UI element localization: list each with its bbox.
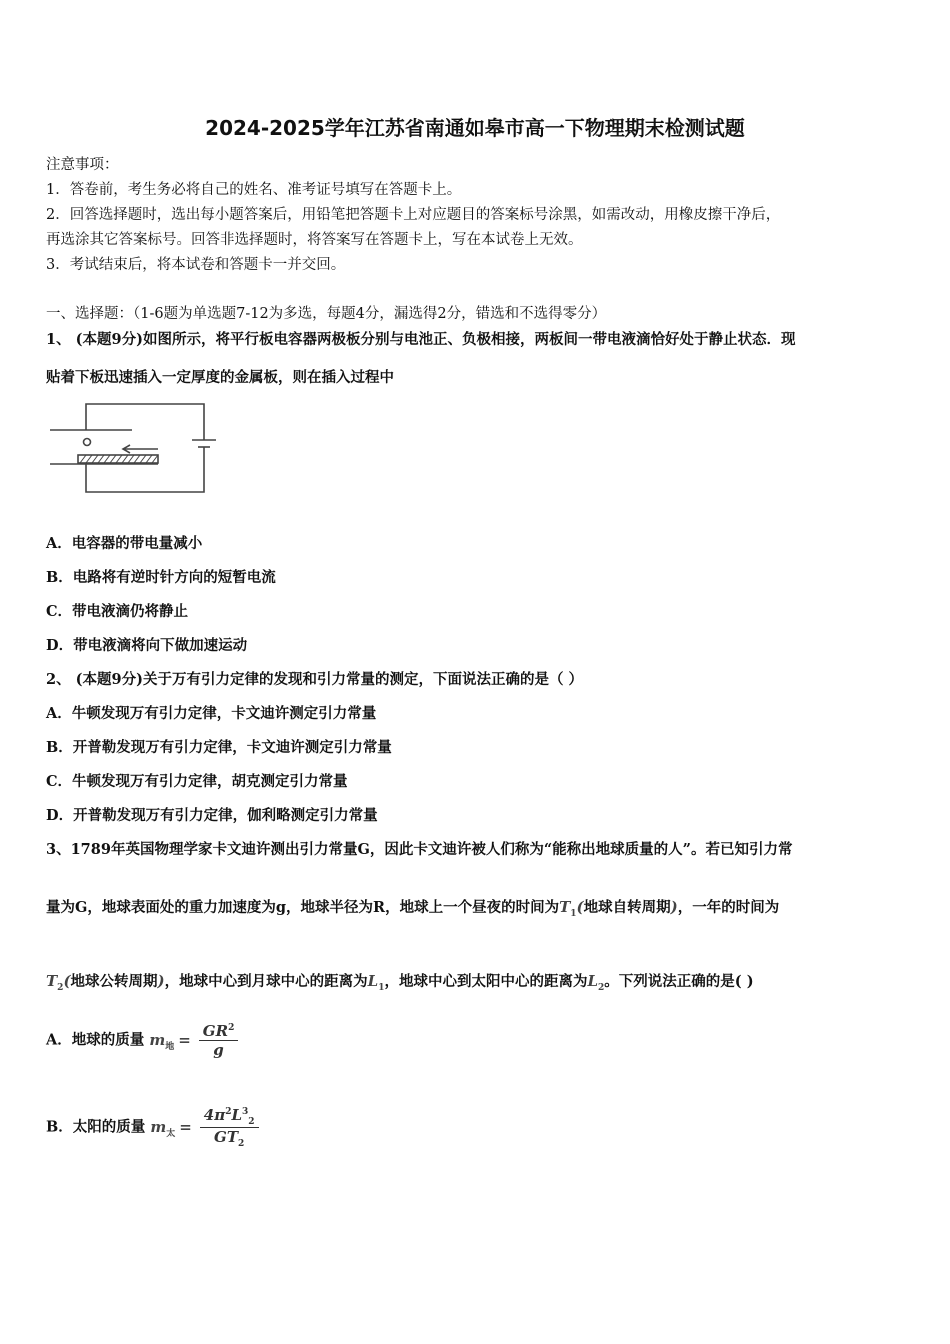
question-3-stem-line3: $T_2$(地球公转周期)，地球中心到月球中心的距离为$L_1$，地球中心到太阳中心的距离为$L_2$。下列说法正确的是( ) xyxy=(46,972,754,993)
notice-item: 1．答卷前，考生务必将自己的姓名、准考证号填写在答题卡上。 xyxy=(46,182,462,198)
q3-text: 地球公转周期 xyxy=(70,973,158,990)
question-2-option-d: D．开普勒发现万有引力定律，伽利略测定引力常量 xyxy=(46,807,378,824)
question-1-stem: 1、 (本题9分)如图所示，将平行板电容器两极板分别与电池正、负极相接，两板间一带电液滴恰好处于静止状态．现 xyxy=(46,331,796,348)
earth-mass-fraction: $\frac{GR^2}{g}$ xyxy=(199,1022,239,1059)
q3-text: 量为G，地球表面处的重力加速度为g，地球半径为R，地球上一个昼夜的时间为 xyxy=(46,899,560,916)
notice-item: 再选涂其它答案标号。回答非选择题时，将答案写在答题卡上，写在本试卷上无效。 xyxy=(46,232,583,248)
sun-mass-fraction: $\frac{4\pi^2L^3_2}{GT_2}$ xyxy=(200,1106,259,1149)
question-3-stem: 3、1789年英国物理学家卡文迪许测出引力常量G，因此卡文迪许被人们称为“能称出地球质量的人”。若已知引力常 xyxy=(46,841,793,858)
question-1-option-c: C．带电液滴仍将静止 xyxy=(46,603,189,620)
notice-item: 3．考试结束后，将本试卷和答题卡一并交回。 xyxy=(46,257,346,273)
question-2-stem: 2、 (本题9分)关于万有引力定律的发现和引力常量的测定，下面说法正确的是（ ） xyxy=(46,671,583,688)
sun-mass-symbol: $m_太$ xyxy=(150,1117,176,1139)
question-3-option-a: A．地球的质量 $m_地$ = $\frac{GR^2}{g}$ xyxy=(46,1022,238,1059)
symbol-L1: $L_1$ xyxy=(367,972,385,993)
question-2-option-c: C．牛顿发现万有引力定律，胡克测定引力常量 xyxy=(46,773,348,790)
metal-plate xyxy=(78,455,158,463)
q3-text: ，地球中心到太阳中心的距离为 xyxy=(384,973,588,990)
symbol-L2: $L_2$ xyxy=(587,972,605,993)
symbol-T2: $T_2$ xyxy=(46,972,64,993)
question-1-option-d: D．带电液滴将向下做加速运动 xyxy=(46,637,248,654)
bottom-wire xyxy=(86,447,204,492)
top-wire xyxy=(86,404,204,440)
question-2-option-b: B．开普勒发现万有引力定律，卡文迪许测定引力常量 xyxy=(46,739,392,756)
question-2-option-a: A．牛顿发现万有引力定律，卡文迪许测定引力常量 xyxy=(46,705,377,722)
symbol-T1: $T_1$ xyxy=(559,898,577,919)
page-title: 2024-2025学年江苏省南通如皋市高一下物理期末检测试题 xyxy=(205,116,745,140)
question-3-option-b: B．太阳的质量 $m_太$ = $\frac{4\pi^2L^3_2}{GT_2}$ xyxy=(46,1106,259,1149)
question-3-stem-line2: 量为G，地球表面处的重力加速度为g，地球半径为R，地球上一个昼夜的时间为$T_1$(地球自转周期)，一年的时间为 xyxy=(46,898,780,919)
notice-header: 注意事项： xyxy=(46,157,119,173)
section-heading: 一、选择题：（1-6题为单选题7-12为多选，每题4分，漏选得2分，错选和不选得零分） xyxy=(46,306,607,322)
q3-text: 。下列说法正确的是( ) xyxy=(604,973,754,990)
question-1-stem-cont: 贴着下板迅速插入一定厚度的金属板，则在插入过程中 xyxy=(46,369,394,386)
earth-mass-symbol: $m_地$ xyxy=(149,1030,175,1052)
charged-droplet xyxy=(84,439,91,446)
q3-text: ，地球中心到月球中心的距离为 xyxy=(164,973,368,990)
question-1-option-a: A．电容器的带电量减小 xyxy=(46,535,203,552)
notice-item: 2．回答选择题时，选出每小题答案后，用铅笔把答题卡上对应题目的答案标号涂黑，如需改动，用橡皮擦干净后， xyxy=(46,207,781,223)
capacitor-circuit-diagram xyxy=(46,398,226,498)
q3-text: 地球自转周期 xyxy=(583,899,671,916)
q3-text: ，一年的时间为 xyxy=(677,899,780,916)
question-1-option-b: B．电路将有逆时针方向的短暂电流 xyxy=(46,569,276,586)
